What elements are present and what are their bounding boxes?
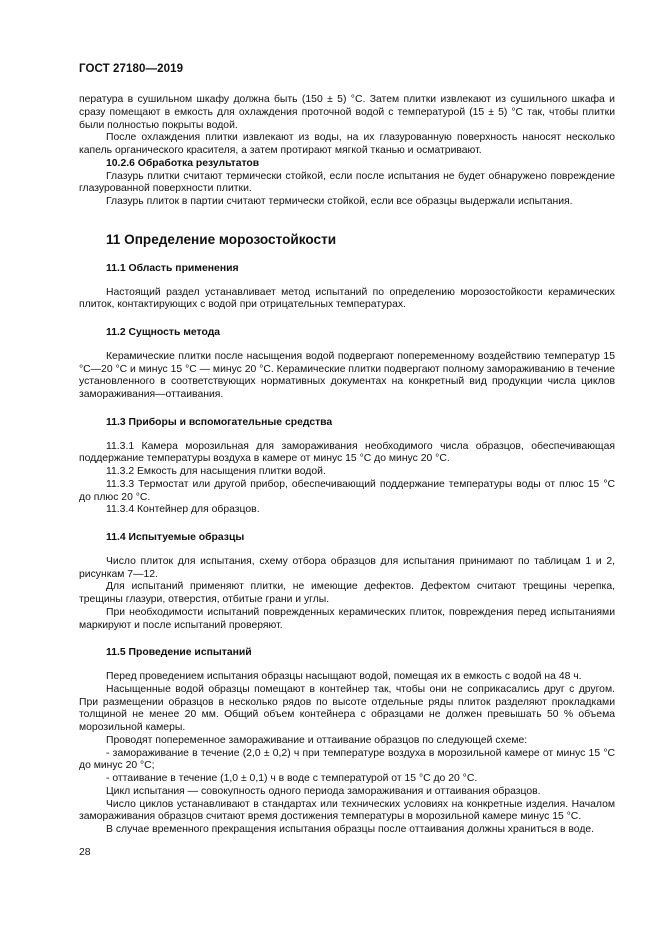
paragraph: Число плиток для испытания, схему отбора образцов для испытания принимают по таблицам 1 и 2, рисункам 7—12. [79,555,615,580]
paragraph: Цикл испытания — совокупность одного периода замораживания и оттаивания образцов. [106,785,541,797]
paragraph: 11.3.1 Камера морозильная для замораживания необходимого числа образцов, обеспечивающая поддержание температуры воздуха в камере от минус 15 °С до минус 20 °С. [79,440,615,465]
paragraph: В случае временного прекращения испытания образцы после оттаивания должны храниться в воде. [106,824,595,835]
paragraph: После охлаждения плитки извлекают из воды, на их глазурованную поверхность наносят несколько капель органического красителя, а затем протирают мягкой тканью и осматривают. [79,132,615,156]
paragraph: - оттаивание в течение (1,0 ± 0,1) ч в воде с температурой от 15 °С до 20 °С. [106,773,478,784]
subsection-title: 11.5 Проведение испытаний [106,647,252,659]
document-body [79,94,615,837]
paragraph: Глазурь плиток в партии считают термически стойкой, если все образцы выдержали испытания. [106,196,573,207]
paragraph: Глазурь плитки считают термически стойкой, если после испытания не будет обнаружено повреждение глазурованной поверхности плитки. [79,170,615,195]
paragraph: При необходимости испытаний поврежденных керамических плиток, повреждения перед испытаниями маркируют и после испытаний проверяют. [79,606,615,631]
paragraph: пература в сушильном шкафу должна быть (150 ± 5) °С. Затем плитки извлекают из сушильного шкафа и сразу помещают в емкость для охлаждения проточной водой с температурой (15 ± 5) °С так, чтобы плитки были полностью покрыты водой. [79,94,615,131]
paragraph: Перед проведением испытания образцы насыщают водой, помещая их в емкость с водой на 48 ч. [106,671,582,682]
paragraph: 11.3.2 Емкость для насыщения плитки водой. [106,466,326,477]
paragraph: Число циклов устанавливают в стандартах или технических условиях на конкретные изделия. Началом замораживания образцов считают время достижения температуры в морозильной камере минус 15 °С. [79,798,615,823]
subsection-heading: 10.2.6 Обработка результатов [106,157,260,169]
section-heading: 11 Определение морозостойкости [106,231,337,247]
paragraph: - замораживание в течение (2,0 ± 0,2) ч при температуре воздуха в морозильной камере от минус 15 °С до минус 20 °С; [79,747,615,772]
page-number: 28 [79,847,91,858]
subsection-title: 11.3 Приборы и вспомогательные средства [106,416,333,428]
subsection-title: 11.2 Сущность метода [106,327,221,338]
paragraph: 11.3.3 Термостат или другой прибор, обеспечивающий поддержание температуры воды от плюс 15 °С до плюс 20 °С. [79,478,615,503]
paragraph: Керамические плитки после насыщения водой подвергают попеременному воздействию температур 15 °С—20 °С и минус 15 °С — минус 20 °С. Керамические плитки подвергают полному замораживанию в течение установленного в соответствующих нормативных документах на конкретный вид продукции числа циклов замораживания—оттаивания. [79,350,615,400]
paragraph: 11.3.4 Контейнер для образцов. [106,504,260,516]
subsection-title: 11.4 Испытуемые образцы [106,532,245,543]
paragraph: Проводят попеременное замораживание и оттаивание образцов по следующей схеме: [106,734,528,746]
paragraph: Настоящий раздел устанавливает метод испытаний по определению морозостойкости керамических плиток, контактирующих с водой при отрицательных температурах. [79,286,615,311]
paragraph: Для испытаний применяют плитки, не имеющие дефектов. Дефектом считают трещины черепка, трещины глазури, отверстия, отбитые грани и углы. [79,581,615,605]
paragraph: Насыщенные водой образцы помещают в контейнер так, чтобы они не соприкасались друг с другом. При размещении образцов в несколько рядов по высоте отдельные ряды плиток разделяют прокладками толщиной не менее 20 мм. Общий объем контейнера с образцами не должен превышать 50 % объема морозильной камеры. [79,683,615,733]
standard-designation: ГОСТ 27180—2019 [79,63,184,75]
subsection-title: 11.1 Область применения [106,262,239,274]
